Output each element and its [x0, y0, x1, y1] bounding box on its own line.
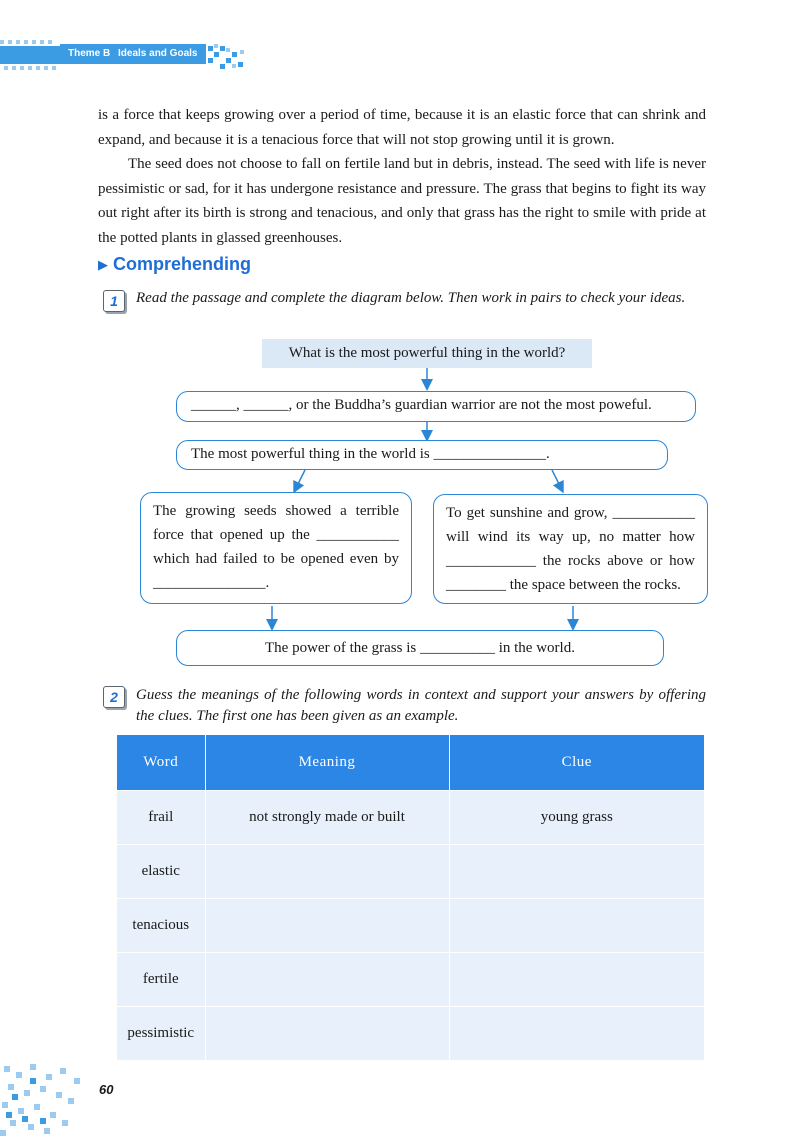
section-title: ▶ Comprehending	[98, 254, 251, 274]
cell-meaning[interactable]	[205, 953, 449, 1007]
diagram-box-right: To get sunshine and grow, ___________ will wind its way up, no matter how ____________ the rocks above or how ________ the space between the rocks.	[433, 494, 708, 604]
task-1-instruction: Read the passage and complete the diagram below. Then work in pairs to check your ideas.	[136, 290, 686, 306]
vocabulary-table	[117, 735, 704, 1060]
cell-word: frail	[117, 791, 205, 845]
cell-meaning: not strongly made or built	[205, 791, 449, 845]
diagram-box-2: The most powerful thing in the world is _______________.	[176, 440, 668, 470]
cell-word: pessimistic	[117, 1007, 205, 1061]
cell-meaning[interactable]	[205, 1007, 449, 1061]
footer-pixel-pattern	[0, 1062, 92, 1138]
header-clue: Clue	[449, 735, 704, 791]
table-row	[117, 899, 704, 953]
table-header-row	[117, 735, 704, 791]
cell-clue[interactable]	[449, 899, 704, 953]
diagram-question-box: What is the most powerful thing in the world?	[262, 339, 592, 368]
theme-label: Theme B	[68, 48, 111, 59]
cell-word: tenacious	[117, 899, 205, 953]
task-2-instruction: Guess the meanings of the following words in context and support your answers by offering the clues. The first one has been given as an example.	[136, 687, 706, 724]
cell-clue[interactable]	[449, 953, 704, 1007]
cell-word: elastic	[117, 845, 205, 899]
cell-word: fertile	[117, 953, 205, 1007]
arrow-box2-to-right	[552, 470, 561, 488]
header-word: Word	[117, 735, 205, 791]
table-row	[117, 845, 704, 899]
diagram-box-left: The growing seeds showed a terrible force that opened up the ___________ which had failed to be opened even by _______________.	[140, 492, 412, 604]
table-row	[117, 1007, 704, 1061]
header-meaning: Meaning	[205, 735, 449, 791]
triangle-bullet-icon: ▶	[98, 257, 108, 272]
task-1-number-badge: 1	[103, 290, 125, 312]
diagram-box-1: ______, ______, or the Buddha’s guardian warrior are not the most poweful.	[176, 391, 696, 422]
passage-paragraph-2: The seed does not choose to fall on fertile land but in debris, instead. The seed with life is never pessimistic or sad, for it has undergone resistance and pressure. The grass that begins to fight its way out right after its birth is strong and tenacious, and only that grass has the right to smile with pride at the potted plants in glassed greenhouses.	[98, 156, 706, 246]
table-row	[117, 953, 704, 1007]
cell-clue[interactable]	[449, 1007, 704, 1061]
passage-paragraph-1: is a force that keeps growing over a period of time, because it is an elastic force that can shrink and expand, and because it is a tenacious force that will not stop growing until it is grown.	[98, 107, 706, 148]
table-row	[117, 791, 704, 845]
arrow-box2-to-left	[296, 470, 305, 488]
diagram-box-bottom: The power of the grass is __________ in the world.	[176, 630, 664, 666]
page-number: 60	[99, 1082, 114, 1097]
cell-meaning[interactable]	[205, 899, 449, 953]
theme-title: Ideals and Goals	[118, 48, 198, 59]
cell-clue: young grass	[449, 791, 704, 845]
cell-meaning[interactable]	[205, 845, 449, 899]
task-2-number-badge: 2	[103, 686, 125, 708]
cell-clue[interactable]	[449, 845, 704, 899]
